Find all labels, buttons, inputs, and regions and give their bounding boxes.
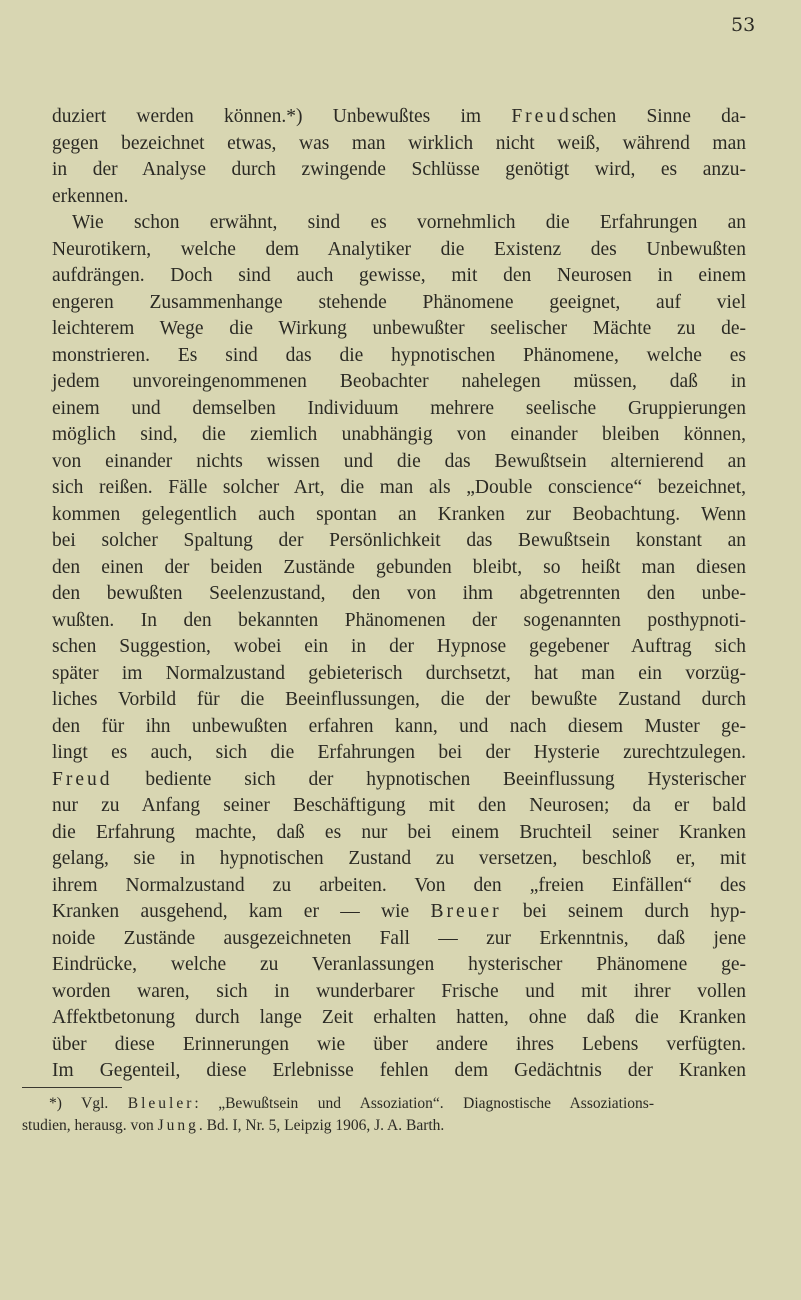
- text-segment: wußten. In den bekannten Phänomenen der sogenannten posthypnoti-: [52, 609, 746, 631]
- text-segment: die Erfahrung machte, daß es nur bei einem Bruchteil seiner Kranken: [52, 821, 746, 843]
- text-line: [52, 104, 746, 131]
- text-line: [52, 184, 746, 211]
- text-segment: kommen gelegentlich auch spontan an Kranken zur Beobachtung. Wenn: [52, 503, 746, 525]
- text-line: [52, 661, 746, 688]
- text-line: [52, 316, 746, 343]
- text-line: [52, 157, 746, 184]
- text-line: [52, 131, 746, 158]
- body-text: [52, 104, 746, 1085]
- text-line: [52, 449, 746, 476]
- spaced-name: Freud: [511, 106, 572, 127]
- text-line: [52, 475, 746, 502]
- text-line: [52, 369, 746, 396]
- text-segment: gegen bezeichnet etwas, was man wirklich nicht weiß, während man: [52, 132, 746, 154]
- text-segment: : „Bewußtsein und Assoziation“. Diagnostische Assoziations-: [194, 1095, 654, 1112]
- text-segment: jedem unvoreingenommenen Beobachter nahelegen müssen, daß in: [52, 371, 746, 392]
- text-segment: über diese Erinnerungen wie über andere ihres Lebens verfügten.: [52, 1033, 746, 1055]
- text-segment: bediente sich der hypnotischen Beeinflussung Hysterischer: [112, 768, 746, 790]
- text-line: [52, 422, 746, 449]
- text-segment: lingt es auch, sich die Erfahrungen bei der Hysterie zurechtzulegen.: [52, 742, 746, 763]
- text-line: [52, 687, 746, 714]
- text-segment: in der Analyse durch zwingende Schlüsse genötigt wird, es anzu-: [52, 159, 746, 180]
- text-segment: duziert werden können.*) Unbewußtes im: [52, 106, 512, 127]
- text-segment: . Bd. I, Nr. 5, Leipzig 1906, J. A. Barth.: [198, 1117, 445, 1134]
- text-line: [52, 793, 746, 820]
- text-segment: engeren Zusammenhange stehende Phänomene geeignet, auf viel: [52, 291, 746, 313]
- text-segment: leichterem Wege die Wirkung unbewußter seelischer Mächte zu de-: [52, 318, 746, 339]
- text-segment: den für ihn unbewußten erfahren kann, und nach diesem Muster ge-: [52, 715, 746, 737]
- text-segment: Neurotikern, welche dem Analytiker die Existenz des Unbewußten: [52, 238, 746, 260]
- text-line: [52, 979, 746, 1006]
- text-segment: *) Vgl.: [49, 1095, 128, 1112]
- text-line: [52, 952, 746, 979]
- text-line: [52, 396, 746, 423]
- footnote-line: [22, 1115, 654, 1137]
- text-segment: liches Vorbild für die Beeinflussungen, die der bewußte Zustand durch: [52, 689, 746, 710]
- text-segment: einem und demselben Individuum mehrere seelische Gruppierungen: [52, 397, 746, 419]
- text-segment: aufdrängen. Doch sind auch gewisse, mit den Neurosen in einem: [52, 265, 746, 286]
- text-line: [52, 1058, 746, 1085]
- text-line: [52, 608, 746, 635]
- page-number: 53: [731, 14, 756, 36]
- text-segment: bei solcher Spaltung der Persönlichkeit das Bewußtsein konstant an: [52, 530, 746, 551]
- footnote-divider: [22, 1087, 122, 1088]
- text-line: [52, 873, 746, 900]
- text-segment: schen Suggestion, wobei ein in der Hypnose gegebener Auftrag sich: [52, 636, 746, 657]
- text-line: [52, 740, 746, 767]
- text-segment: Kranken ausgehend, kam er — wie: [52, 901, 431, 922]
- text-line: [52, 263, 746, 290]
- spaced-name: Jung: [157, 1117, 199, 1134]
- text-segment: Eindrücke, welche zu Veranlassungen hysterischer Phänomene ge-: [52, 954, 746, 975]
- text-segment: Wie schon erwähnt, sind es vornehmlich die Erfahrungen an: [72, 212, 746, 233]
- text-line: [52, 767, 746, 794]
- text-segment: ihrem Normalzustand zu arbeiten. Von den „freien Einfällen“ des: [52, 874, 746, 896]
- text-segment: Affektbetonung durch lange Zeit erhalten hatten, ohne daß die Kranken: [52, 1007, 746, 1028]
- text-line: [52, 846, 746, 873]
- text-segment: den einen der beiden Zustände gebunden bleibt, so heißt man diesen: [52, 556, 746, 578]
- spaced-name: Bleuler: [127, 1095, 195, 1112]
- text-line: [52, 290, 746, 317]
- text-line: [52, 926, 746, 953]
- text-segment: möglich sind, die ziemlich unabhängig von einander bleiben können,: [52, 424, 746, 445]
- text-line: [52, 714, 746, 741]
- text-segment: schen Sinne da-: [571, 106, 747, 127]
- text-segment: monstrieren. Es sind das die hypnotischen Phänomene, welche es: [52, 344, 746, 366]
- text-segment: worden waren, sich in wunderbarer Frische und mit ihrer vollen: [52, 980, 746, 1002]
- text-segment: sich reißen. Fälle solcher Art, die man als „Double conscience“ bezeichnet,: [52, 477, 746, 498]
- text-segment: bei seinem durch hyp-: [501, 901, 746, 922]
- text-segment: nur zu Anfang seiner Beschäftigung mit den Neurosen; da er bald: [52, 795, 746, 816]
- spaced-name: Freud: [52, 768, 113, 790]
- footnotes: [22, 1093, 654, 1137]
- text-segment: noide Zustände ausgezeichneten Fall — zur Erkenntnis, daß jene: [52, 927, 746, 949]
- text-line: [52, 899, 746, 926]
- text-segment: später im Normalzustand gebieterisch durchsetzt, hat man ein vorzüg-: [52, 662, 746, 684]
- text-segment: gelang, sie in hypnotischen Zustand zu versetzen, beschloß er, mit: [52, 848, 746, 869]
- text-segment: den bewußten Seelenzustand, den von ihm abgetrennten den unbe-: [52, 583, 746, 604]
- text-line: [52, 581, 746, 608]
- text-segment: studien, herausg. von: [22, 1117, 158, 1134]
- text-line: [52, 1032, 746, 1059]
- text-segment: Im Gegenteil, diese Erlebnisse fehlen dem Gedächtnis der Kranken: [52, 1060, 746, 1081]
- text-line: [52, 528, 746, 555]
- spaced-name: Breuer: [430, 901, 502, 922]
- text-line: [52, 820, 746, 847]
- text-line: [52, 343, 746, 370]
- text-line: [52, 634, 746, 661]
- text-line: [52, 237, 746, 264]
- text-line: [52, 210, 746, 237]
- text-line: [52, 555, 746, 582]
- text-line: [52, 502, 746, 529]
- text-segment: von einander nichts wissen und die das Bewußtsein alternierend an: [52, 450, 746, 472]
- text-segment: erkennen.: [52, 185, 129, 207]
- text-line: [52, 1005, 746, 1032]
- footnote-line: [22, 1093, 654, 1115]
